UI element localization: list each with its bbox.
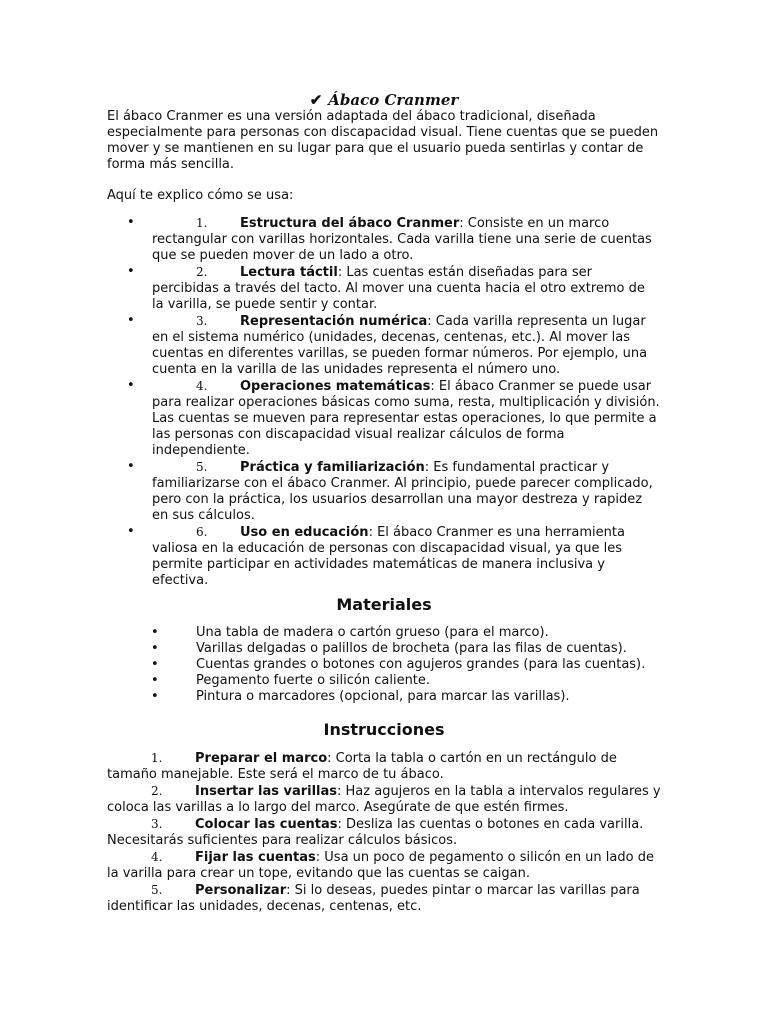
step-number: 1. — [196, 216, 208, 230]
intro-paragraph: El ábaco Cranmer es una versión adaptada del ábaco tradicional, diseñada especialmente para personas con discapacidad visual. Tiene cuentas que se pueden mover y se mantienen en su lugar para que el usuario pueda sentirlas y contar de forma más sencilla. — [107, 109, 659, 172]
usage-step — [0, 459, 768, 524]
instruction-number: 2. — [151, 784, 163, 798]
usage-step — [0, 378, 768, 459]
instruction-number: 5. — [151, 883, 163, 897]
instructions-list — [0, 750, 768, 915]
bullet-icon: • — [127, 215, 135, 230]
bullet-icon: • — [127, 313, 135, 328]
bullet-icon: • — [151, 673, 159, 688]
step-text: : El ábaco Cranmer es una herramienta valiosa en la educación de personas con discapacidad visual, ya que les permite participar en actividades matemáticas de manera inclusiva y efectiva. — [152, 525, 625, 588]
bullet-icon: • — [127, 378, 135, 393]
instruction-heading: Colocar las cuentas — [195, 817, 338, 832]
instruction-step — [0, 750, 768, 783]
step-text: : El ábaco Cranmer se puede usar para realizar operaciones básicas como suma, resta, multiplicación y división. Las cuentas se mueven para representar estas operaciones, lo que permite a las personas con discapacidad visual realizar cálculos de forma independiente. — [152, 379, 660, 458]
step-text: : Es fundamental practicar y familiarizarse con el ábaco Cranmer. Al principio, puede parecer complicado, pero con la práctica, los usuarios desarrollan una mayor destreza y rapidez en sus cálculos. — [152, 460, 653, 523]
title-text: Ábaco Cranmer — [328, 91, 459, 109]
step-heading: Lectura táctil — [240, 265, 338, 280]
step-heading: Práctica y familiarización — [240, 460, 425, 475]
step-text: : Consiste en un marco rectangular con varillas horizontales. Cada varilla tiene una serie de cuentas que se pueden mover de un lado a otro. — [152, 216, 652, 263]
step-heading: Operaciones matemáticas — [240, 379, 431, 394]
step-text: : Cada varilla representa un lugar en el sistema numérico (unidades, decenas, centenas, etc.). Al mover las cuentas en diferentes varillas, se pueden formar números. Por ejemplo, una cuenta en la varilla de las unidades representa el número uno. — [152, 314, 648, 377]
check-mark-icon: ✔ — [309, 91, 323, 109]
usage-step — [0, 524, 768, 589]
bullet-icon: • — [127, 524, 135, 539]
bullet-icon: • — [151, 625, 159, 640]
step-heading: Estructura del ábaco Cranmer — [240, 216, 460, 231]
materials-heading: Materiales — [336, 595, 432, 614]
lead-paragraph: Aquí te explico cómo se usa: — [107, 188, 294, 203]
instruction-heading: Insertar las varillas — [195, 784, 338, 799]
material-item — [0, 657, 768, 673]
materials-list — [0, 625, 768, 705]
material-text: Pintura o marcadores (opcional, para marcar las varillas). — [196, 689, 570, 704]
material-text: Pegamento fuerte o silicón caliente. — [196, 673, 431, 688]
step-number: 2. — [196, 265, 208, 279]
usage-step — [0, 264, 768, 313]
usage-step — [0, 215, 768, 264]
instruction-text: : Desliza las cuentas o botones en cada varilla. Necesitarás suficientes para realizar cálculos básicos. — [107, 817, 644, 848]
instruction-number: 3. — [151, 817, 163, 831]
page-title — [0, 90, 768, 110]
instruction-step — [0, 849, 768, 882]
instruction-text: : Si lo deseas, puedes pintar o marcar las varillas para identificar las unidades, decenas, centenas, etc. — [107, 883, 640, 914]
usage-step — [0, 313, 768, 378]
step-heading: Representación numérica — [240, 314, 428, 329]
material-item — [0, 641, 768, 657]
step-number: 3. — [196, 314, 208, 328]
bullet-icon: • — [151, 641, 159, 656]
material-item — [0, 689, 768, 705]
step-heading: Uso en educación — [240, 525, 369, 540]
bullet-icon: • — [151, 689, 159, 704]
bullet-icon: • — [127, 459, 135, 474]
instruction-heading: Preparar el marco — [195, 751, 328, 766]
instruction-step — [0, 816, 768, 849]
instruction-text: : Usa un poco de pegamento o silicón en un lado de la varilla para crear un tope, evitando que las cuentas se caigan. — [107, 850, 654, 881]
instruction-text: : Corta la tabla o cartón en un rectángulo de tamaño manejable. Este será el marco de tu ábaco. — [107, 751, 617, 782]
material-text: Cuentas grandes o botones con agujeros grandes (para las cuentas). — [196, 657, 646, 672]
instruction-number: 4. — [151, 850, 163, 864]
material-text: Una tabla de madera o cartón grueso (para el marco). — [196, 625, 549, 640]
step-number: 4. — [196, 379, 208, 393]
usage-steps-list — [0, 215, 768, 589]
step-number: 6. — [196, 525, 208, 539]
instruction-step — [0, 783, 768, 816]
bullet-icon: • — [127, 264, 135, 279]
instruction-heading: Personalizar — [195, 883, 287, 898]
material-text: Varillas delgadas o palillos de brocheta (para las filas de cuentas). — [196, 641, 627, 656]
instruction-number: 1. — [151, 751, 163, 765]
material-item — [0, 625, 768, 641]
bullet-icon: • — [151, 657, 159, 672]
instruction-step — [0, 882, 768, 915]
material-item — [0, 673, 768, 689]
instructions-heading: Instrucciones — [323, 720, 445, 739]
step-text: : Las cuentas están diseñadas para ser percibidas a través del tacto. Al mover una cuenta hacia el otro extremo de la varilla, se puede sentir y contar. — [152, 265, 645, 312]
step-number: 5. — [196, 460, 208, 474]
instruction-heading: Fijar las cuentas — [195, 850, 316, 865]
instruction-text: : Haz agujeros en la tabla a intervalos regulares y coloca las varillas a lo largo del marco. Asegúrate de que estén firmes. — [107, 784, 661, 815]
